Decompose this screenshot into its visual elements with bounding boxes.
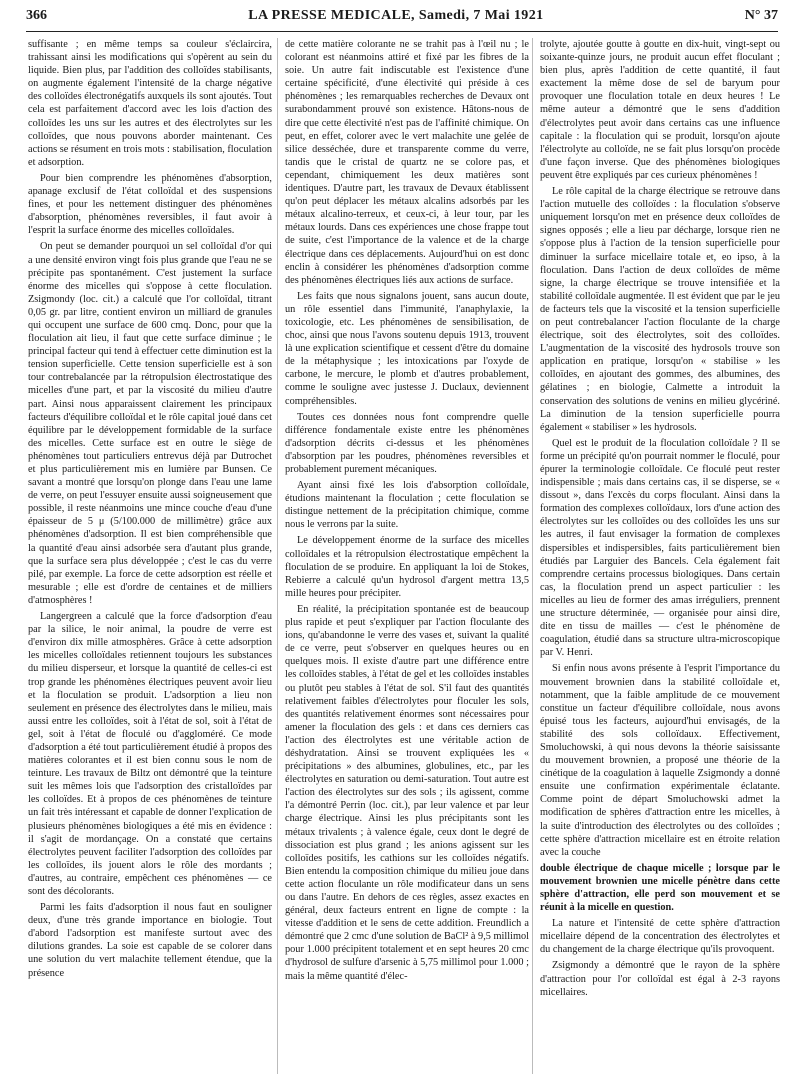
paragraph: suffisante ; en même temps sa couleur s'éclaircira, trahissant ainsi les modifications qui s'opèrent au sein du liquide. Bien plus, par l'addition des colloïdes stabilisants, on augmente également l'intensité de la charge négative des colloïdes électronégatifs auxquels ils sont ajoutés. Tout cela est parfaitement d'accord avec les lois d'action des colloïdes les uns sur les autres et des électrolytes sur les colloïdes, que nous pouvons aborder maintenant. Ces actions se résument en trois mots : stabilisation, floculation et adsorption. xyxy=(28,39,272,168)
paragraph: trolyte, ajoutée goutte à goutte en dix-huit, vingt-sept ou soixante-quinze jours, ne produit aucun effet floculant ; bien plus, après l'addition de cette quantité, il faut exactement la même dose de sel de baryum pour provoquer une floculation totale en deux heures ! Le même auteur a démontré que le sens d'addition d'électrolytes peut avoir dans certains cas une influence capitale : la floculation qui se produit, lorsqu'on ajoute l'électrolyte au colloïde, ne se fait plus lorsqu'on procède d'une façon inverse. Que des phénomènes biologiques peuvent être expliqués par ces curieux phénomènes ! xyxy=(540,39,780,181)
paragraph: de cette matière colorante ne se trahit pas à l'œil nu ; le colorant est néanmoins attiré et fixé par les fibres de la soie. Un autre fait indiscutable est l'existence d'une certaine spécificité, d'une électivité qui préside à ces phénomènes ; les remarquables recherches de Devaux ont surabondamment prouvé son existence. Hâtons-nous de dire que cette électivité n'est pas de l'affinité chimique. On peut, en effet, colorer avec le vert malachite une gelée de silice desséchée, dure et transparente comme du verre, tandis que le cristal de quartz ne se colore pas, et cependant, chimiquement les deux matières sont identiques. D'autre part, les travaux de Devaux établissent qu'on peut déplacer les métaux alcalins adsorbés par les métaux alcalino-terreux, et ceux-ci, à leur tour, par les métaux lourds. Dans ces expériences une chose frappe tout de suite, c'est l'importance de la valence et de la charge électrique dans ces déplacements. Aujourd'hui on est donc enclin à considérer les phénomènes d'adsorption comme des phénomènes électriques liés aux actions de surface. xyxy=(285,39,529,286)
text-column-2 xyxy=(285,38,529,1074)
text-column-3 xyxy=(540,38,780,1074)
paragraph: Quel est le produit de la floculation colloïdale ? Il se forme un précipité qu'on pourrait nommer le floculé, pour épurer la terminologie colloïdale. Ce floculé peut rester indispensible ; mais dans certains cas, il se disperse, se « dissout », dans l'excès du corps floculant. Ainsi dans la formation des complexes colloïdaux, lors d'une action des électrolytes sur les colloïdes ou des colloïdes les uns sur les autres, il faut envisager la formation de complexes dispersibles et indispersibles, faits particulièrement bien étudiés par Larguier des Bancels. Cela également fait comprendre certains processus biologiques. Dans certain cas, la floculation prend un aspect particulier : les micelles au lieu de former des amas irréguliers, prennent une structure déterminée, — organisée pour ainsi dire, dite en tissu de mailles — c'est le phénomène de coagulation, étudié dans sa structure ultra-microscopique par V. Henri. xyxy=(540,437,780,659)
column-divider xyxy=(277,38,278,1074)
header-rule xyxy=(26,31,778,32)
paragraph: La nature et l'intensité de cette sphère d'attraction micellaire dépend de la concentration des électrolytes et du changement de la charge électrique qu'ils provoquent. xyxy=(540,918,780,956)
paragraph-bold: double électrique de chaque micelle ; lorsque par le mouvement brownien une micelle pénètre dans cette sphère d'attraction, elle perd son mouvement et se réunit à la micelle en question. xyxy=(540,862,780,914)
column-divider xyxy=(532,38,533,1074)
paragraph: Les faits que nous signalons jouent, sans aucun doute, un rôle essentiel dans l'immunité, l'anaphylaxie, la toxicologie, etc. Les phénomènes de sensibilisation, de choc, ainsi que nous l'avons soutenu depuis 1913, trouvent là une explication scientifique et cessent d'être du domaine de la métaphysique ; les intoxications par l'oxyde de carbone, le mercure, le plomb et d'autres probablement, comme le souligne avec justesse J. Duclaux, deviennent compréhensibles. xyxy=(285,290,529,407)
paragraph: Parmi les faits d'adsorption il nous faut en souligner deux, d'une très grande importance en biologie. Tout d'abord l'adsorption est manifeste surtout avec des dilutions grandes. La soie est capable de se colorer dans une solution du vert malachite tellement étendue, que la présence xyxy=(28,902,272,979)
paragraph: Ayant ainsi fixé les lois d'absorption colloïdale, étudions maintenant la floculation ; cette floculation se distingue nettement de la précipitation chimique, comme nous le verrons par la suite. xyxy=(285,480,529,531)
paragraph: Toutes ces données nous font comprendre quelle différence fondamentale existe entre les phénomènes d'adsorption décrits ci-dessus et les phénomènes d'absorption par les poudres, phénomènes reversibles et probablement purement mécaniques. xyxy=(285,411,529,475)
paragraph: Pour bien comprendre les phénomènes d'absorption, apanage exclusif de l'état colloïdal et des suspensions fines, et pour les nettement distinguer des phénomènes d'absorption, phénomènes reversibles, il faut avoir à l'esprit la surface énorme des micelles colloïdales. xyxy=(28,172,272,237)
paragraph: Langergreen a calculé que la force d'adsorption d'eau par la silice, le noir animal, la poudre de verre est d'environ dix mille atmosphères. Grâce à cette adsorption les micelles colloïdales retiennent toujours les substances du milieu disperseur, et lorsque la quantité de celles-ci est trop grande les phénomènes électriques peuvent avoir lieu et la floculation se produit. L'adsorption a lieu non seulement en présence des électrolytes dans le milieu, mais aussi entre les colloïdes, soit à l'état de sol, soit à l'état de gel, soit à l'état de floculé ou d'aggloméré. Ce mode d'adsorption a été tout particulièrement étudié à propos des matières colorantes et il est bien connu sous le nom de teinture. Les travaux de Biltz ont démontré que la teinture suit les mêmes lois que l'adsorption des cristalloïdes par les colloïdes. Et à propos de ces phénomènes de teinture un fait très intéressant et capable de donner l'explication de plusieurs phénomènes biologiques a été mis en évidence : il s'agit de mordançage. On a constaté que certains électrolytes peuvent faciliter l'adsorption des colloïdes par les colloïdes, ils jouent alors le rôle des mordants ; d'autres, au contraire, empêchent ces phénomènes — ce sont des décolorants. xyxy=(28,611,272,897)
paragraph: Le rôle capital de la charge électrique se retrouve dans l'action mutuelle des colloïdes : la floculation s'observe uniquement lorsqu'on met en présence deux colloïdes de signes opposés ; elle a lieu par décharge, lorsque rien ne s'oppose plus à l'action de la tension superficielle pour diminuer la surface micellaire totale et, eo ipso, à la floculation. Dans l'action de deux colloïdes de même signe, la charge électrique se trouve intensifiée et la stabilité colloïdale augmentée. Il est évident que par le jeu de facteurs tels que la viscosité et la tension superficielle on peut contrebalancer l'action floculante de la charge électrique, soit des électrolytes, soit des colloïdes. L'augmentation de la viscosité des hydrosols trouve son application en pratique, lorsqu'on « stabilise » les colloïdes, en ajoutant des gommes, des albumines, des gélatines ; en biologie, Calmette a introduit la conservation des solutions de venins en milieu glycériné. La diminution de la tension superficielle pourra également « stabiliser » les hydrosols. xyxy=(540,186,780,433)
paragraph: Si enfin nous avons présente à l'esprit l'importance du mouvement brownien dans la stabilité colloïdale et, notamment, que la faible amplitude de ce mouvement constitue un facteur d'équilibre colloïdale, nous avons épuisé tous les facteurs, aujourd'hui envisagés, de la stabilité des sols colloïdaux. Effectivement, Smoluchowski, à qui nous devons la théorie saisissante du mouvement brownien, a proposé une théorie de la cinétique de la coagulation à laquelle Zsigmondy a donné ensuite une confirmation expérimentale éclatante. Comme point de départ Smoluchowski admet la modification de sphères d'attraction entre les micelles, à la suite d'introduction des électrolytes ou des colloïdes ; cette sphère d'attraction micellaire est en étroite relation avec la couche xyxy=(540,663,780,858)
paragraph: On peut se demander pourquoi un sel colloïdal d'or qui a une densité environ vingt fois plus grande que l'eau ne se précipite pas spontanément. C'est justement la surface énorme des micelles qui s'oppose à cette floculation. Zsigmondy (loc. cit.) a calculé que l'or colloïdal, titrant 0,05 gr. par litre, contient environ un milliard de granules qui occupent une surface de 600 cmq. Donc, pour que la floculation ait lieu, il faut que cette surface diminue ; le principal facteur qui tend à effectuer cette diminution est la tension superficielle. Cette tension superficielle est à son tour contrebalancée par la rétropulsion électrostatique des micelles d'une part, et par la viscosité du milieu d'autre part. Ainsi nous apparaissent clairement les principaux facteurs d'équilibre colloïdal et le rôle capital joué dans cet équilibre par le développement formidable de la surface des micelles. Cette surface est en outre le siège de phénomènes tout particuliers entrevus déjà par Dutrochet et plus particulièrement mis en lumière par Bunsen. Ce savant a montré que lorsqu'on plonge dans l'eau une lame de verre, on peut l'essuyer ensuite aussi soigneusement que possible, il reste néanmoins une mince couche d'eau d'une épaisseur de 5 μ (5/100.000 de millimètre) grâce aux phénomènes d'adsorption. Il est bien compréhensible que la quantité d'eau ainsi adsorbée sera d'autant plus grande, que la surface sera plus développée ; c'est le cas du verre pilé, par exemple. La force de cette adsorption est réelle et mesurable ; elle est d'ordre de centaines et de milliers d'atmosphères ! xyxy=(28,241,272,606)
text-column-1 xyxy=(28,38,272,1074)
paragraph: Zsigmondy a démontré que le rayon de la sphère d'attraction pour l'or colloïdal est égal à 2-3 rayons micellaires. xyxy=(540,960,780,998)
page-number: 366 xyxy=(26,8,47,23)
paragraph: Le développement énorme de la surface des micelles colloïdales et la rétropulsion électrostatique empêchent la floculation de se produire. En appliquant la loi de Stokes, Rebierre a calculé qu'un hydrosol d'argent mettra 13,5 mille heures pour précipiter. xyxy=(285,535,529,599)
page-header xyxy=(26,8,778,30)
issue-number: N° 37 xyxy=(744,8,778,23)
paragraph: En réalité, la précipitation spontanée est de beaucoup plus rapide et peut s'expliquer par l'action floculante des ions, qu'abandonne le verre des vases et, suivant la qualité de ce verre, peut s'observer en quelques heures ou en quelques mois. Il existe d'autre part une différence entre les colloïdes stables, à l'état de gel et les colloïdes instables ou plutôt peu stables à l'état de sol. S'il faut des quantités relativement faibles d'électrolytes pour floculer les sols, des quantités relativement énormes sont nécessaires pour amener la floculation des gels : et dans ces derniers cas l'action des électrolytes est une véritable action de déshydratation. Ainsi se trouvent expliquées les « précipitations » des albumines, globulines, etc., par les électrolytes en saturation ou demi-saturation. Tout autre est l'action des électrolytes sur des sols ; ils agissent, comme l'a démontré Perrin (loc. cit.), par leur valence et par leur charge électrique. Ainsi les plus précipitants sont les métaux trivalents ; à valence égale, ceux dont le degré de dissociation est plus grand ; les anions agissent sur les colloïdes positifs, les cathions sur les colloïdes négatifs. Bien entendu la composition chimique du milieu joue dans cette action floculante un rôle modificateur dans un sens ou dans l'autre. En dehors de ces règles, assez exactes en général, deux facteurs entrent en ligne de compte : la vitesse d'addition et le sens de cette addition. Freundlich a démontré que 2 cmc d'une solution de BaCl² à 9,5 millimol pour 1.000 précipitent totalement et en sept heures 20 cmc d'hydrosol de sulfure d'arsenic à 5,75 millimol pour 1.000 ; mais la même quantité d'élec- xyxy=(285,603,529,982)
journal-title: LA PRESSE MEDICALE, Samedi, 7 Mai 1921 xyxy=(248,8,544,23)
